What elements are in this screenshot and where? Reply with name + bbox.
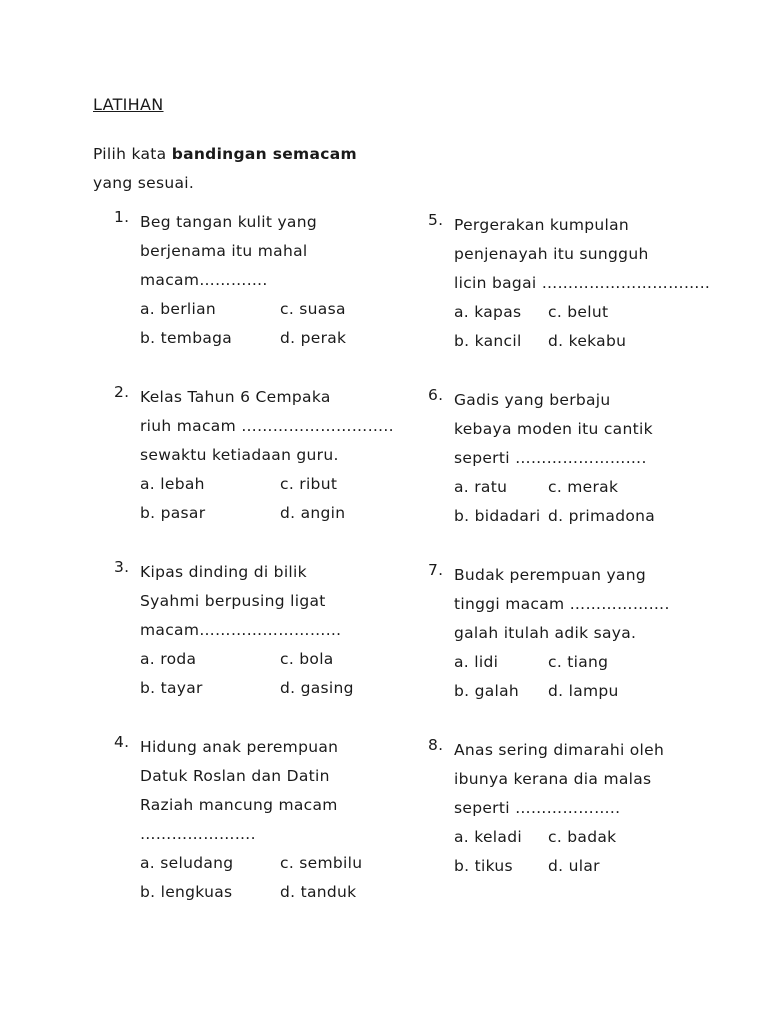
answer-option: d. lampu xyxy=(548,682,619,700)
question xyxy=(114,383,414,528)
answer-option: c. belut xyxy=(548,303,609,321)
answer-option: c. suasa xyxy=(280,300,346,318)
answer-option: d. kekabu xyxy=(548,332,627,350)
answer-option: b. kancil xyxy=(454,332,522,350)
answer-options xyxy=(140,470,414,528)
question-number: 2. xyxy=(114,383,130,401)
question-text-line: seperti ……………………. xyxy=(454,449,647,467)
answer-options xyxy=(140,645,414,703)
question-text-line: Hidung anak perempuan xyxy=(140,738,339,756)
answer-option: d. tanduk xyxy=(280,883,357,901)
question-number: 4. xyxy=(114,733,130,751)
answer-option: a. seludang xyxy=(140,854,234,872)
answer-option: d. primadona xyxy=(548,507,656,525)
question xyxy=(114,733,414,907)
question xyxy=(428,736,728,881)
answer-option: c. merak xyxy=(548,478,619,496)
question xyxy=(428,561,728,706)
question-text-line: Kipas dinding di bilik xyxy=(140,563,307,581)
question xyxy=(428,211,728,356)
question-number: 6. xyxy=(428,386,444,404)
question-text-line: riuh macam ……………………….. xyxy=(140,417,394,435)
question-text-line: Gadis yang berbaju xyxy=(454,391,611,409)
worksheet-title: LATIHAN xyxy=(93,95,164,114)
answer-option: c. ribut xyxy=(280,475,338,493)
answer-option: d. ular xyxy=(548,857,600,875)
question-text-line: Budak perempuan yang xyxy=(454,566,646,584)
answer-option: c. bola xyxy=(280,650,334,668)
answer-option: b. tikus xyxy=(454,857,513,875)
question-number: 3. xyxy=(114,558,130,576)
question-text-line: macam……………………… xyxy=(140,621,342,639)
question-text-line: Datuk Roslan dan Datin xyxy=(140,767,330,785)
answer-option: b. tembaga xyxy=(140,329,233,347)
question-text-line: ibunya kerana dia malas xyxy=(454,770,652,788)
question-text-line: berjenama itu mahal xyxy=(140,242,308,260)
question-text-line: Beg tangan kulit yang xyxy=(140,213,317,231)
answer-option: a. roda xyxy=(140,650,197,668)
answer-options xyxy=(454,298,728,356)
questions-left-column xyxy=(114,208,414,907)
instruction-prefix: Pilih kata xyxy=(93,145,172,163)
answer-option: b. tayar xyxy=(140,679,203,697)
answer-options xyxy=(454,648,728,706)
answer-option: a. kapas xyxy=(454,303,522,321)
question-text-line: Pergerakan kumpulan xyxy=(454,216,630,234)
answer-options xyxy=(140,295,414,353)
answer-option: a. keladi xyxy=(454,828,522,846)
question-text-line: kebaya moden itu cantik xyxy=(454,420,653,438)
answer-options xyxy=(454,473,728,531)
answer-option: a. berlian xyxy=(140,300,217,318)
question-number: 8. xyxy=(428,736,444,754)
answer-option: d. perak xyxy=(280,329,347,347)
answer-option: d. angin xyxy=(280,504,346,522)
answer-option: b. bidadari xyxy=(454,507,541,525)
question-text-line: macam…………. xyxy=(140,271,268,289)
answer-option: c. badak xyxy=(548,828,617,846)
answer-option: a. lidi xyxy=(454,653,499,671)
question-text-line: penjenayah itu sungguh xyxy=(454,245,649,263)
answer-option: a. lebah xyxy=(140,475,205,493)
answer-option: b. lengkuas xyxy=(140,883,233,901)
question-number: 5. xyxy=(428,211,444,229)
question-text-line: …………………. xyxy=(140,825,256,843)
answer-options xyxy=(454,823,728,881)
answer-option: b. galah xyxy=(454,682,520,700)
answer-option: c. tiang xyxy=(548,653,609,671)
question xyxy=(114,558,414,703)
question xyxy=(428,386,728,531)
question-text-line: seperti ……………….. xyxy=(454,799,621,817)
instruction-line2: yang sesuai. xyxy=(93,174,195,192)
question-text-line: licin bagai ………………………….. xyxy=(454,274,711,292)
answer-option: c. sembilu xyxy=(280,854,363,872)
question-text-line: galah itulah adik saya. xyxy=(454,624,637,642)
questions-right-column xyxy=(428,211,728,881)
question-text-line: Syahmi berpusing ligat xyxy=(140,592,326,610)
question-number: 1. xyxy=(114,208,130,226)
answer-options xyxy=(140,849,414,907)
instruction-bold: bandingan semacam xyxy=(171,145,357,163)
question-number: 7. xyxy=(428,561,444,579)
question-text-line: Anas sering dimarahi oleh xyxy=(454,741,665,759)
answer-option: d. gasing xyxy=(280,679,354,697)
question-text-line: Kelas Tahun 6 Cempaka xyxy=(140,388,331,406)
question xyxy=(114,208,414,353)
answer-option: b. pasar xyxy=(140,504,206,522)
question-text-line: Raziah mancung macam xyxy=(140,796,338,814)
instruction xyxy=(93,140,413,198)
answer-option: a. ratu xyxy=(454,478,508,496)
question-text-line: tinggi macam ………………. xyxy=(454,595,670,613)
question-text-line: sewaktu ketiadaan guru. xyxy=(140,446,339,464)
